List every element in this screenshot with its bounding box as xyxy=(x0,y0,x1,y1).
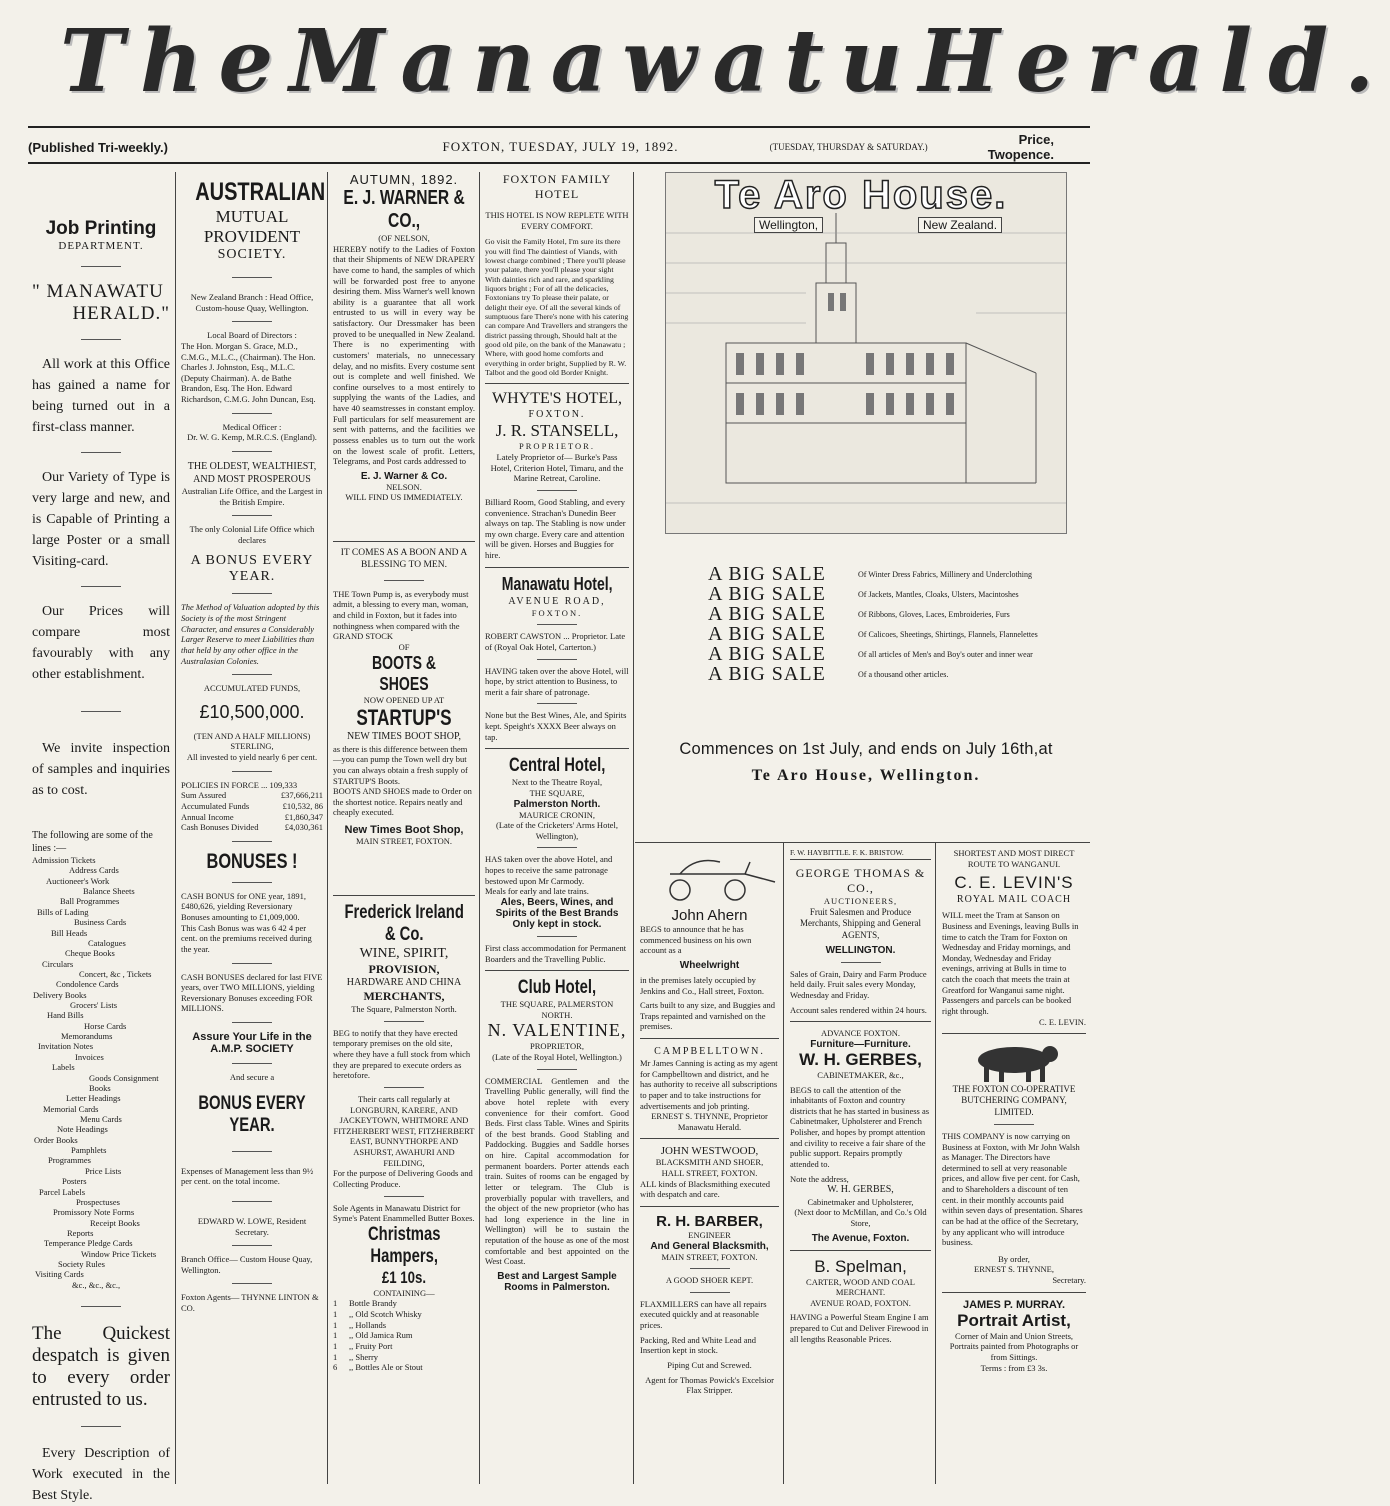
carts-built: Carts built to any size, and Buggies and Traps repainted and varnished on the premises. xyxy=(640,1000,776,1032)
hamper-qty: 1 xyxy=(333,1309,338,1319)
bonuses-heading: BONUSES ! xyxy=(206,849,298,873)
big-sale-list xyxy=(644,564,1088,684)
proprietor: PROPRIETOR. xyxy=(519,441,595,452)
stansell: J. R. STANSELL, xyxy=(495,421,619,441)
job-line-item: Admission Tickets xyxy=(32,855,96,865)
column-levin-murray xyxy=(938,848,1090,1484)
column-rule xyxy=(633,172,634,1484)
pump-comparison: as there is this difference between them—you can pump the Town well dry but you can always obtain a fresh supply of STARTUP'S Boots. xyxy=(333,743,468,786)
powick-agent: Agent for Thomas Powick's Excelsior Flax Stripper. xyxy=(645,1374,774,1396)
central-palmerston: Palmerston North. xyxy=(513,798,601,810)
job-line-item: Address Cards xyxy=(69,865,119,876)
amp-heading-2: MUTUAL PROVIDENT xyxy=(203,207,301,246)
spelman-avenue-road: AVENUE ROAD, FOXTON. xyxy=(810,1297,911,1308)
sale-item-text: Of Ribbons, Gloves, Laces, Embroideries, Furs xyxy=(858,609,1010,619)
amp-stats xyxy=(181,790,323,833)
column-warner-ireland xyxy=(329,172,479,1484)
invested-yield: All invested to yield nearly 6 per cent. xyxy=(186,752,318,762)
gerbes-begs: BEGS to call the attention of the inhabitants of Foxton and country districts that he has started in business as Cabinetmaker, Upholsterer and French Polisher, and hopes by prompt attention and civility to receive a fair share of the public support. Repairs promptly attended to. xyxy=(790,1084,930,1169)
column-rule xyxy=(479,172,480,1484)
meals-trains: Meals for early and late trains. xyxy=(485,886,589,897)
account-sales: Account sales rendered within 24 hours. xyxy=(790,1004,927,1015)
lately-proprietor: Lately Proprietor of— Burke's Pass Hotel, Criterion Hotel, Timaru, and the Marine Retreat, Caroline. xyxy=(490,452,624,484)
job-line-item: Memorial Cards xyxy=(43,1103,99,1114)
job-line-item: Circulars xyxy=(42,958,74,969)
note-address: Note the address, xyxy=(790,1173,849,1184)
george-thomas: GEORGE THOMAS & CO., xyxy=(795,866,926,896)
management-expenses: Expenses of Management less than 9½ per cent. on the total income. xyxy=(181,1165,314,1187)
te-aro-advert xyxy=(640,172,1092,840)
cronin-has: HAS taken over the above Hotel, and hopes to receive the same patronage bestowed upon Mr Carmody. xyxy=(485,854,613,886)
next-door-mcmillan: (Next door to McMillan, and Co.'s Old Store, xyxy=(794,1207,927,1228)
te-aro-sign: Te Aro House. xyxy=(714,173,1008,217)
job-lines-list xyxy=(32,855,170,1290)
murray-terms: Terms : from £3 3s. xyxy=(980,1362,1048,1373)
job-line-item: Promissory Note Forms xyxy=(53,1207,135,1218)
packing-lead: Packing, Red and White Lead and Insertion kept in stock. xyxy=(640,1334,756,1356)
hamper-item xyxy=(333,1298,475,1309)
quickest-despatch: The Quickest despatch is given to every order entrusted to us. xyxy=(32,1323,170,1410)
column-rule xyxy=(175,172,176,1484)
job-line-item: Receipt Books xyxy=(90,1217,140,1228)
billiard-room: Billiard Room, Good Stabling, and every convenience. Strachan's Dunedin Beer always on tap. The Stabling is now under my own charge. Every care and attention will be given. Horses and Buggies for hire. xyxy=(485,496,626,561)
job-line-item: Bills of Lading xyxy=(37,906,89,917)
westwood-hall-street: HALL STREET, FOXTON. xyxy=(661,1168,758,1178)
wine-spirit: WINE, SPIRIT, xyxy=(359,945,449,961)
john-westwood: JOHN WESTWOOD, xyxy=(660,1145,759,1158)
startups: STARTUP'S xyxy=(356,705,452,731)
job-line-item: Goods Consignment Books xyxy=(89,1072,159,1093)
hamper-name: ,, Hollands xyxy=(349,1319,387,1330)
big-sale-word: A BIG SALE xyxy=(708,562,826,585)
canning-agent: Mr James Canning is acting as my agent for Campbelltown and district, and he has authority to receive all subscriptions to paper and to take instructions for advertisements and job printing. xyxy=(640,1058,778,1111)
hamper-name: Bottle Brandy xyxy=(349,1298,397,1309)
job-line-item: Letter Headings xyxy=(66,1093,121,1104)
te-aro-building-illustration xyxy=(665,172,1067,534)
job-line-item: Memorandums xyxy=(61,1031,113,1042)
first-class-accommodation: First class accommodation for Permanent Boarders and the Travelling Public. xyxy=(485,942,627,964)
john-ahern: John Ahern xyxy=(671,907,748,924)
of-word: OF xyxy=(398,641,410,652)
hamper-qty: 1 xyxy=(333,1351,338,1362)
amp-stat-label: Accumulated Funds xyxy=(181,800,250,811)
late-royal: (Late of the Royal Hotel, Wellington.) xyxy=(492,1052,622,1063)
portraits-painted: Portraits painted from Photographs or from Sittings. xyxy=(949,1341,1079,1362)
new-times-boot-shop: NEW TIMES BOOT SHOP, xyxy=(347,731,461,743)
general-blacksmith: And General Blacksmith, xyxy=(650,1240,769,1252)
amp-stat-row xyxy=(181,790,323,801)
job-para-2: Our Variety of Type is very large and new, and is Capable of Printing a large Poster or a small Visiting-card. xyxy=(32,470,170,569)
job-line-item: Concert, &c , Tickets xyxy=(79,968,152,979)
masthead-word-manawatu: Manawatu xyxy=(289,10,919,112)
hamper-item xyxy=(333,1362,475,1373)
hamper-name: ,, Fruity Port xyxy=(349,1340,393,1351)
lines-intro: The following are some of the lines :— xyxy=(32,830,153,854)
policies-in-force: POLICIES IN FORCE ... 109,333 xyxy=(181,779,298,790)
amp-stat-row xyxy=(181,822,323,833)
amp-stat-label: Sum Assured xyxy=(181,790,227,801)
job-line-item: Price Lists xyxy=(85,1165,122,1176)
club-proprietor: PROPRIETOR, xyxy=(530,1041,584,1052)
central-square: THE SQUARE, xyxy=(529,787,585,798)
advance-foxton: ADVANCE FOXTON. xyxy=(820,1028,901,1039)
company-notice: THIS COMPANY is now carrying on Business at Foxton, with Mr John Walsh as Manager. The Directors have determined to sell at very reasonable prices, and allow five per cent. for Cash, and to Shareholders a discount of ten cent. in their monthly accounts paid within seven days of presentation. Shares can be had at the office of the Secretary, by any applicant who will introduce business. xyxy=(942,1130,1083,1248)
nz-label: New Zealand. xyxy=(918,217,1002,233)
now-opened: NOW OPENED UP AT xyxy=(363,694,445,705)
good-shoer: A GOOD SHOER KEPT. xyxy=(665,1275,754,1286)
issue-price: Price, Twopence. xyxy=(987,132,1054,162)
column-job-printing xyxy=(28,172,174,1504)
masthead-word-the: The xyxy=(60,10,290,112)
sale-row xyxy=(708,624,1088,644)
amp-stat-label: Cash Bonuses Divided xyxy=(181,822,259,833)
ireland-square: The Square, Palmerston North. xyxy=(351,1004,457,1015)
sale-row xyxy=(708,664,1088,684)
cabinetmaker-upholsterer: Cabinetmaker and Upholsterer, xyxy=(807,1196,914,1207)
warner-address: E. J. Warner & Co. xyxy=(360,470,448,482)
main-street: MAIN STREET, FOXTON. xyxy=(355,836,453,846)
haybittle-bristow: F. W. HAYBITTLE. F. K. BRISTOW. xyxy=(790,848,904,857)
valentine: N. VALENTINE, xyxy=(487,1020,627,1041)
job-line-item: Hand Bills xyxy=(47,1010,84,1021)
ahern-premises: in the premises lately occupied by Jenkins and Co., Hall street, Foxton. xyxy=(640,974,764,996)
wellington-label: Wellington, xyxy=(754,217,823,233)
club-hotel: Club Hotel, xyxy=(517,977,597,999)
funds-title: ACCUMULATED FUNDS, xyxy=(203,683,301,694)
column-amp-society xyxy=(177,172,327,1484)
publication-days: (TUESDAY, THURSDAY & SATURDAY.) xyxy=(769,142,928,152)
job-line-item: Cheque Books xyxy=(65,948,115,959)
issue-date: FOXTON, TUESDAY, JULY 19, 1892. xyxy=(442,139,679,154)
job-line-item: Labels xyxy=(52,1062,75,1073)
foxton-agents: Foxton Agents— THYNNE LINTON & CO. xyxy=(181,1292,319,1313)
board-title: Local Board of Directors : xyxy=(207,330,297,341)
building-icon xyxy=(666,173,1066,533)
assure-life: Assure Your Life in the A.M.P. SOCIETY xyxy=(192,1031,312,1055)
late-cricketers: (Late of the Cricketers' Arms Hotel, Wellington), xyxy=(496,820,618,841)
big-sale-word: A BIG SALE xyxy=(708,662,826,685)
warner-body: HEREBY notify to the Ladies of Foxton that their Shipments of NEW DRAPERY have come to hand, the samples of which will be forwarded post free to anyone desiring them. Miss Warner's well known ability is a guarantee that all work entrusted to us will in every way be satisfactory. Our Dressmaker has been proved to be unequalled in New Zealand. There is no experimenting with customers' materials, no unnecessary delay, and no misfits. Every costume sent out is complete and well finished. We confine ourselves to a most entirely to supplying the wants of the Ladies, and have 40 seamstresses in constant employ. Full particulars for self measurement are sent with patterns, and the facilities we possess enables us to turn out the work on the lowest scale of profit. Letters, Telegrams, and Post cards addressed to xyxy=(333,243,475,467)
herald-line-2: HERALD." xyxy=(72,303,170,324)
published-frequency: (Published Tri-weekly.) xyxy=(28,139,168,155)
shortest-route: SHORTEST AND MOST DIRECT ROUTE TO WANGANUI. xyxy=(953,848,1075,869)
hamper-item xyxy=(333,1352,475,1363)
hamper-item xyxy=(333,1309,475,1320)
ales-beers: Ales, Beers, Wines, and Spirits of the Best Brands Only kept in stock. xyxy=(495,896,619,930)
bull-icon xyxy=(944,1040,1084,1084)
manawatu-foxton: FOXTON. xyxy=(531,607,583,618)
wh-gerbes: W. H. GERBES, xyxy=(799,1049,922,1069)
manawatu-hotel: Manawatu Hotel, xyxy=(501,573,613,594)
hardware-china: HARDWARE AND CHINA xyxy=(346,976,462,988)
nz-branch: New Zealand Branch : Head Office, Custom-house Quay, Wellington. xyxy=(190,292,314,313)
carter-wood-coal: CARTER, WOOD AND COAL MERCHANT. xyxy=(806,1276,915,1298)
job-line-item: Ball Programmes xyxy=(60,896,120,907)
piping: Piping Cut and Screwed. xyxy=(667,1359,752,1370)
column-thomas-gerbes xyxy=(786,848,935,1484)
wh-gerbes-2: W. H. GERBES, xyxy=(827,1184,894,1196)
masthead-rule xyxy=(28,126,1090,128)
hamper-name: ,, Bottles Ale or Stout xyxy=(349,1362,423,1373)
carts-call: Their carts call regularly at LONGBURN, KARERE, AND JACKEYTOWN, WHITMORE AND FITZHERBERT WEST, FITZHERBERT EAST, BUNNYTHORPE AND ASHURST, AWAHURI AND FEILDING, xyxy=(333,1093,475,1168)
ten-and-a-half: (TEN AND A HALF MILLIONS) STERLING, xyxy=(193,730,311,752)
warner-nelson: NELSON. xyxy=(386,481,422,492)
campbelltown: CAMPBELLTOWN. xyxy=(654,1046,765,1057)
hamper-item xyxy=(333,1330,475,1341)
ireland-heading: Frederick Ireland & Co. xyxy=(344,901,464,945)
hamper-name: ,, Sherry xyxy=(349,1351,379,1362)
amp-stat-row xyxy=(181,801,323,812)
job-line-item: Programmes xyxy=(48,1155,91,1166)
bottom-right-rule xyxy=(635,842,1090,843)
secure-a: And secure a xyxy=(229,1072,275,1082)
portrait-artist: Portrait Artist, xyxy=(957,1310,1071,1330)
every-description: Every Description of Work executed in the Best Style. xyxy=(32,1446,170,1504)
boots-to-order: BOOTS AND SHOES made to Order on the shortest notice. Repairs neatly and cheaply executed. xyxy=(333,786,472,818)
masthead xyxy=(0,0,1390,122)
job-line-item: Invitation Notes xyxy=(38,1041,94,1052)
grain-sales: Sales of Grain, Dairy and Farm Produce held daily. Fruit sales every Monday, Wednesday and Friday. xyxy=(790,968,927,1000)
commercial-gentlemen: COMMERCIAL Gentlemen and the Travelling Public generally, will find the above hotel replete with every convenience for their comfort. Good Beds. First class Table. Wines and Spirits of the best brands. Good Stabling and Paddocking. Buggies and Saddle horses on hire. Capital accommodation for permanent boarders. Porter attends each train. Suites of rooms can be engaged by letter or telegram. The Club is proverbially popular with travellers, and the object of the new proprietor (who has had long experience in the line in Wellington) will be to sustain the reputation of the house as one of the most comfortable and best appointed on the West Coast. xyxy=(485,1075,629,1267)
job-para-1: All work at this Office has gained a name for being turned out in a first-class manner. xyxy=(32,357,170,435)
provision: PROVISION, xyxy=(368,961,440,976)
amp-stat-value: £37,666,211 xyxy=(280,790,323,801)
job-line-item: Order Books xyxy=(34,1134,78,1145)
job-line-item: Invoices xyxy=(75,1051,104,1062)
job-line-item: Temperance Pledge Cards xyxy=(44,1238,133,1249)
cash-bonus-1: CASH BONUS for ONE year, 1891, £480,626, yielding Reversionary Bonuses amounting to £1,009,000. xyxy=(181,890,307,922)
b-spelman: B. Spelman, xyxy=(814,1256,907,1276)
of-nelson: (OF NELSON, xyxy=(378,233,430,243)
amp-stat-value: £4,030,361 xyxy=(284,822,323,833)
sale-dates: Commences on 1st July, and ends on July 16th,at xyxy=(679,740,1053,758)
ce-levins: C. E. LEVIN'S xyxy=(954,873,1074,893)
hamper-item xyxy=(333,1320,475,1331)
job-line-item: Auctioneer's Work xyxy=(46,875,110,886)
job-line-item: Delivery Books xyxy=(33,989,87,1000)
hamper-items xyxy=(333,1298,475,1372)
resident-secretary: EDWARD W. LOWE, Resident Secretary. xyxy=(197,1215,307,1237)
hamper-qty: 1 xyxy=(333,1298,338,1309)
levin-schedule: WILL meet the Tram at Sanson on Business and Evenings, leaving Bulls in time to catch the Tram for Foxton on Wednesday and Friday mornings, and Monday, Wednesday and Friday evenings, arriving at Bulls in time to catch the coach that meets the train at Greatford for Wanganui same night. Passengers and parcels can be booked right through. xyxy=(942,910,1079,1016)
herald-line-1: " MANAWATU xyxy=(32,281,164,302)
hotel-poem: Go visit the Family Hotel, I'm sure its there you will find The daintiest of Viands, with lowest charge combined ; There you'll please your palate, there you'll please your sight With dainties rich and rare, and sparkling liquors bright ; For of all the delicacies, Foxtonians try To please their palate, or delight their eye. Of all the several kinds of sumptuous fare There's none with his catering can compare And Travellers and strangers the district passing through, Should halt at the good old pile, on the bank of the Manawatu ; Where, with good home comforts and everything in order bright, Supplied by R. W. Talbot and the good old Border Knight. xyxy=(485,237,629,378)
job-line-item: &c., &c., &c., xyxy=(72,1279,121,1290)
bonus-every-year-large: BONUS EVERY YEAR. xyxy=(198,1092,306,1136)
sale-row xyxy=(708,644,1088,664)
cawston-having: HAVING taken over the above Hotel, will hope, by strict attention to Business, to merit a fair share of patronage. xyxy=(485,665,629,697)
cash-bonus-2: This Cash Bonus was was 6 42 4 per cent. on the premiums received during the year. xyxy=(181,922,312,954)
club-address: THE SQUARE, PALMERSTON NORTH. xyxy=(500,999,614,1020)
valuation-method: The Method of Valuation adopted by this Society is of the most Stringent Character, and ensures a Considerably Larger Reserve to meet Liabilities than that held by any other office in the Australasian Colonies. xyxy=(181,602,320,666)
fruit-salesmen: Fruit Salesmen and Produce Merchants, Shipping and General AGENTS, xyxy=(800,907,921,940)
dateline-rule xyxy=(28,162,1090,164)
hamper-price: £1 10s. xyxy=(381,1267,427,1287)
amp-heading-1: AUSTRALIAN xyxy=(195,178,326,206)
auctioneers: AUCTIONEERS, xyxy=(823,896,898,907)
column-rule xyxy=(935,842,936,1484)
job-line-item: Visiting Cards xyxy=(35,1269,84,1280)
thynne-proprietor: ERNEST S. THYNNE, Proprietor Manawatu Herald. xyxy=(651,1111,768,1132)
big-sale-word: A BIG SALE xyxy=(708,602,826,625)
furniture-heading: Furniture—Furniture. xyxy=(810,1038,911,1050)
amp-stat-value: £1,860,347 xyxy=(284,811,323,822)
sample-rooms: Best and Largest Sample Rooms in Palmerston. xyxy=(497,1270,617,1293)
colonial-office: The only Colonial Life Office which declares xyxy=(189,524,315,545)
sale-item-text: Of all articles of Men's and Boy's outer and inner wear xyxy=(858,649,1033,659)
the-avenue-foxton: The Avenue, Foxton. xyxy=(811,1232,910,1244)
whytes-foxton: FOXTON. xyxy=(528,409,586,421)
boon-blessing: IT COMES AS A BOON AND A BLESSING TO MEN. xyxy=(340,548,468,570)
hotel-replete: THIS HOTEL IS NOW REPLETE WITH EVERY COMFORT. xyxy=(485,210,629,231)
ireland-beg: BEG to notify that they have erected temporary premises on the old site, where they have a full stock from which they are prepared to execute orders as heretofore. xyxy=(333,1027,471,1081)
delivering-goods: For the purpose of Delivering Goods and Collecting Produce. xyxy=(333,1168,473,1189)
central-hotel: Central Hotel, xyxy=(508,755,606,777)
job-line-item: Catalogues xyxy=(88,937,126,948)
bonus-every-year-small: A BONUS EVERY YEAR. xyxy=(190,553,314,585)
sale-item-text: Of Jackets, Mantles, Cloaks, Ulsters, Macintoshes xyxy=(858,589,1019,599)
sale-item-text: Of Calicoes, Sheetings, Shirtings, Flannels, Flannelettes xyxy=(858,629,1038,639)
job-line-item: Parcel Labels xyxy=(39,1186,86,1197)
merchants: MERCHANTS, xyxy=(363,989,445,1004)
cash-bonus-3: CASH BONUSES declared for last FIVE years, over TWO MILLIONS, yielding Reversionary Bonuses exceeding FOR MILLIONS. xyxy=(181,971,323,1014)
murray-corner: Corner of Main and Union Streets, xyxy=(954,1330,1074,1341)
dateline xyxy=(28,132,1090,162)
big-sale-word: A BIG SALE xyxy=(708,582,826,605)
avenue-road: AVENUE ROAD, xyxy=(508,595,606,607)
amp-stat-label: Annual Income xyxy=(181,811,234,822)
rh-barber: R. H. BARBER, xyxy=(656,1212,763,1230)
job-printing-title: Job Printing xyxy=(45,218,157,239)
hamper-name: ,, Old Jamica Rum xyxy=(349,1330,413,1341)
job-line-item: Society Rules xyxy=(58,1259,105,1270)
hamper-name: ,, Old Scotch Whisky xyxy=(349,1309,422,1319)
containing: CONTAINING— xyxy=(373,1287,435,1298)
foxton-cooperative: THE FOXTON CO-OPERATIVE BUTCHERING COMPANY, LIMITED. xyxy=(952,1084,1076,1117)
job-line-item: Window Price Tickets xyxy=(81,1248,157,1259)
sale-row xyxy=(708,604,1088,624)
column-rule xyxy=(327,172,328,1484)
hamper-qty: 6 xyxy=(333,1362,338,1373)
job-para-3: Our Prices will compare most favourably with any other establishment. xyxy=(32,604,170,682)
steam-engine: HAVING a Powerful Steam Engine I am prepared to Cut and Deliver Firewood in all lengths Reasonable Prices. xyxy=(790,1312,929,1344)
autumn-heading: AUTUMN, 1892. xyxy=(349,172,459,187)
amp-heading-3: SOCIETY. xyxy=(217,247,287,262)
sale-row xyxy=(708,584,1088,604)
will-find-us: WILL FIND US IMMEDIATELY. xyxy=(345,492,463,503)
sale-item-text: Of Winter Dress Fabrics, Millinery and Underclothing xyxy=(858,569,1032,579)
medical-title: Medical Officer : xyxy=(222,421,282,432)
town-pump: THE Town Pump is, as everybody must admit, a blessing to every man, woman, and child in Foxton, but it fades into nothingness when compared with the GRAND STOCK xyxy=(333,588,469,642)
royal-mail-coach: ROYAL MAIL COACH xyxy=(956,894,1072,906)
next-theatre: Next to the Theatre Royal, xyxy=(511,777,603,788)
hamper-qty: 1 xyxy=(333,1340,338,1351)
best-wines: None but the Best Wines, Ale, and Spirits kept. Speight's XXXX Beer always on tap. xyxy=(485,710,627,742)
warner-heading: E. J. WARNER & CO., xyxy=(343,187,465,232)
amp-stat-value: £10,532, 86 xyxy=(282,800,323,811)
board-members: The Hon. Morgan S. Grace, M.D., C.M.G., M.L.C., (Chairman). The Hon. Charles J. Johnston, Esq., M.L.C. (Deputy Chairman). A. de Bathe Brandon, Esq. The Hon. Edward Richardson, C.M.G. John Duncan, Esq. xyxy=(181,340,316,404)
medical-officer: Dr. W. G. Kemp, M.R.C.S. (England). xyxy=(187,432,317,443)
secretary: Secretary. xyxy=(1052,1275,1086,1285)
sale-item-text: Of a thousand other articles. xyxy=(858,669,949,679)
levin-signature: C. E. LEVIN. xyxy=(1039,1016,1086,1027)
maurice-cronin: MAURICE CRONIN, xyxy=(518,809,596,820)
sole-agents: Sole Agents in Manawatu District for Syme's Patent Enammelled Butter Boxes. xyxy=(333,1202,475,1224)
job-para-4: We invite inspection of samples and inquiries as to cost. xyxy=(32,741,170,798)
job-line-item: Note Headings xyxy=(57,1124,108,1135)
barber-main-street: MAIN STREET, FOXTON. xyxy=(661,1251,758,1262)
flaxmillers: FLAXMILLERS can have all repairs executed quickly and at reasonable prices. xyxy=(640,1298,767,1330)
cabinetmaker: CABINETMAKER, &c., xyxy=(817,1069,904,1080)
job-line-item: Business Cards xyxy=(74,917,127,928)
column-ahern-barber xyxy=(636,852,783,1484)
funds-amount: £10,500,000. xyxy=(199,701,305,722)
oldest-office: THE OLDEST, WEALTHIEST, AND MOST PROSPEROUS xyxy=(187,460,317,485)
hamper-item xyxy=(333,1341,475,1352)
buggy-icon xyxy=(640,852,780,902)
job-line-item: Balance Sheets xyxy=(83,886,135,897)
whytes-hotel: WHYTE'S HOTEL, xyxy=(492,390,622,408)
masthead-word-herald: Herald. xyxy=(918,10,1390,112)
sale-row xyxy=(708,564,1088,584)
hamper-qty: 1 xyxy=(333,1330,338,1341)
column-hotels xyxy=(481,172,633,1484)
job-line-item: Posters xyxy=(62,1176,87,1187)
big-sale-word: A BIG SALE xyxy=(708,642,826,665)
job-line-item: Prospectuses xyxy=(76,1196,120,1207)
boots-shoes: BOOTS & SHOES xyxy=(372,652,436,694)
thynne-secretary: ERNEST S. THYNNE, xyxy=(974,1264,1054,1275)
thomas-wellington: WELLINGTON. xyxy=(825,944,896,956)
hamper-qty: 1 xyxy=(333,1319,338,1330)
job-line-item: Grocers' Lists xyxy=(70,1000,118,1011)
big-sale-word: A BIG SALE xyxy=(708,622,826,645)
branch-office: Branch Office— Custom House Quay, Wellington. xyxy=(181,1254,313,1275)
job-line-item: Reports xyxy=(67,1227,94,1238)
column-rule xyxy=(783,842,784,1484)
christmas-hampers: Christmas Hampers, xyxy=(367,1223,441,1267)
foxton-family-hotel: FOXTON FAMILY HOTEL xyxy=(502,172,612,201)
engineer: ENGINEER xyxy=(688,1229,731,1240)
job-line-item: Horse Cards xyxy=(84,1020,127,1031)
job-line-item: Condolence Cards xyxy=(56,979,119,990)
largest-office: Australian Life Office, and the Largest in the British Empire. xyxy=(181,485,323,507)
by-order: By order, xyxy=(998,1253,1030,1264)
blacksmithing: ALL kinds of Blacksmithing executed with despatch and care. xyxy=(640,1178,770,1200)
job-printing-dept: DEPARTMENT. xyxy=(58,240,144,252)
blacksmith-shoer: BLACKSMITH AND SHOER, xyxy=(655,1157,764,1168)
james-murray: JAMES P. MURRAY. xyxy=(962,1298,1066,1311)
amp-stat-row xyxy=(181,812,323,823)
robert-cawston: ROBERT CAWSTON ... Proprietor. Late of (Royal Oak Hotel, Carterton.) xyxy=(485,631,626,652)
new-times-boot-shop-2: New Times Boot Shop, xyxy=(344,824,464,836)
job-line-item: Pamphlets xyxy=(71,1145,107,1156)
job-line-item: Bill Heads xyxy=(51,927,88,938)
ahern-begs: BEGS to announce that he has commenced business on his own account as a xyxy=(640,924,752,956)
job-line-item: Menu Cards xyxy=(80,1113,122,1124)
wheelwright: Wheelwright xyxy=(679,959,740,971)
te-aro-wellington: Te Aro House, Wellington. xyxy=(751,767,981,784)
